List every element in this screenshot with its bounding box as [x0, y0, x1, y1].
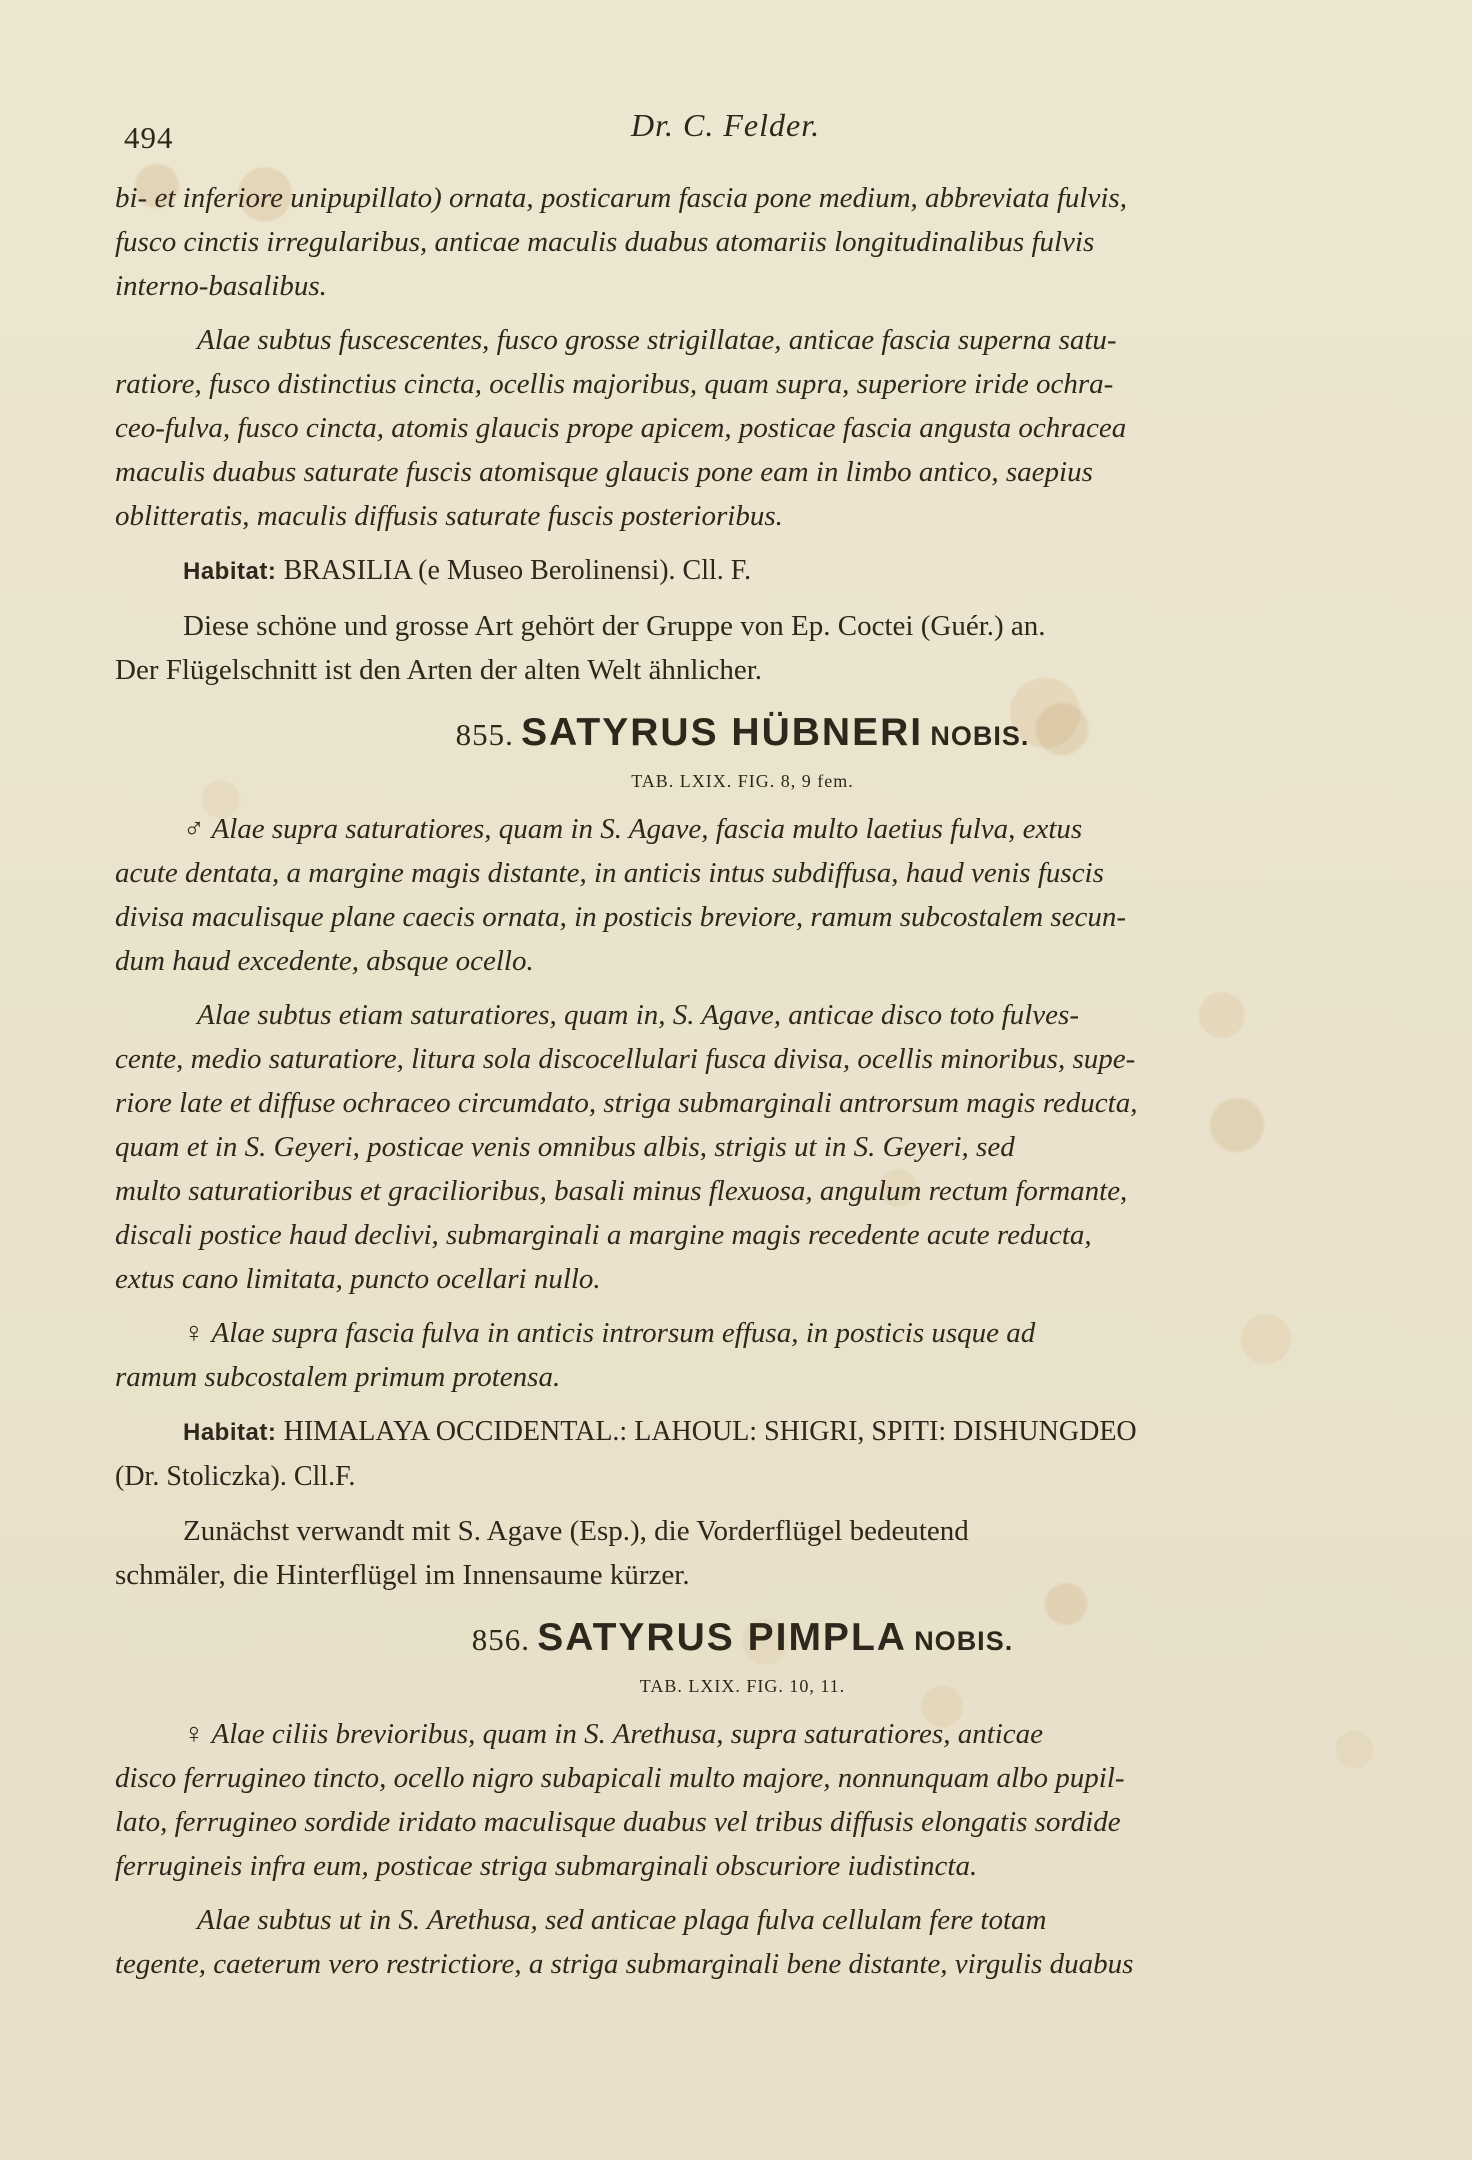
species-author: NOBIS. — [930, 721, 1030, 751]
text-line: discali postice haud declivi, submarginali a margine magis recedente acute reducta, — [115, 1218, 1092, 1251]
paragraph-female-underside — [115, 1898, 1370, 1986]
paragraph-female-upperside — [115, 1311, 1370, 1399]
species-heading-855 — [115, 712, 1370, 755]
paragraph-remark — [115, 604, 1370, 692]
text-line: ♀ Alae supra fascia fulva in anticis introrsum effusa, in posticis usque ad — [183, 1316, 1036, 1349]
text-line: Der Flügelschnitt ist den Arten der alten Welt ähnlicher. — [115, 654, 763, 686]
running-head: Dr. C. Felder. — [631, 107, 821, 143]
text-line: dum haud excedente, absque ocello. — [115, 944, 534, 977]
habitat-text: BRASILIA (e Museo Berolinensi). Cll. F. — [283, 555, 752, 586]
text-line: ceo-fulva, fusco cincta, atomis glaucis prope apicem, posticae fascia angusta ochracea — [115, 412, 1127, 444]
text-line: schmäler, die Hinterflügel im Innensaume kürzer. — [115, 1558, 690, 1591]
plate-reference: TAB. LXIX. FIG. 10, 11. — [639, 1675, 846, 1696]
paragraph-underside-description — [115, 318, 1370, 538]
text-line: extus cano limitata, puncto ocellari nullo. — [115, 1262, 601, 1295]
page-content — [115, 176, 1370, 1986]
habitat-collector: (Dr. Stoliczka). Cll.F. — [115, 1460, 356, 1492]
habitat-line — [115, 548, 1370, 594]
paragraph-male-underside — [115, 993, 1370, 1301]
text-line: quam et in S. Geyeri, posticae venis omnibus albis, strigis ut in S. Geyeri, sed — [115, 1130, 1015, 1163]
text-line: ♂ Alae supra saturatiores, quam in S. Agave, fascia multo laetius fulva, extus — [183, 812, 1083, 845]
text-line: fusco cinctis irregularibus, anticae maculis duabus atomariis longitudinalibus fulvis — [115, 226, 1095, 258]
text-line: maculis duabus saturate fuscis atomisque glaucis pone eam in limbo antico, saepius — [115, 456, 1093, 488]
text-line: multo saturatioribus et gracilioribus, basali minus flexuosa, angulum rectum formante, — [115, 1174, 1128, 1207]
paragraph-male-upperside — [115, 807, 1370, 983]
text-line: Alae subtus ut in S. Arethusa, sed anticae plaga fulva cellulam fere totam — [197, 1903, 1047, 1936]
text-line: Alae subtus fuscescentes, fusco grosse strigillatae, anticae fascia superna satu- — [197, 324, 1117, 356]
habitat-line — [115, 1409, 1370, 1455]
paragraph-affinity — [115, 1509, 1370, 1597]
text-line: tegente, caeterum vero restrictiore, a striga submarginali bene distante, virgulis duabus — [115, 1947, 1134, 1980]
species-heading-856 — [115, 1617, 1370, 1660]
text-line: riore late et diffuse ochraceo circumdato, striga submarginali antrorsum magis reducta, — [115, 1086, 1138, 1119]
text-line: cente, medio saturatiore, litura sola discocellulari fusca divisa, ocellis minoribus, supe- — [115, 1042, 1136, 1075]
habitat-text: HIMALAYA OCCIDENTAL.: LAHOUL: SHIGRI, SPITI: DISHUNGDEO — [283, 1415, 1137, 1447]
species-number: 855. — [455, 717, 514, 752]
species-name: SATYRUS PIMPLA — [537, 1615, 907, 1659]
paragraph-female-description — [115, 1712, 1370, 1888]
text-line: ♀ Alae ciliis brevioribus, quam in S. Arethusa, supra saturatiores, anticae — [183, 1717, 1044, 1750]
habitat-label: Habitat: — [183, 558, 277, 585]
text-line: ramum subcostalem primum protensa. — [115, 1360, 561, 1393]
text-line: acute dentata, a margine magis distante, in anticis intus subdiffusa, haud venis fuscis — [115, 856, 1104, 889]
text-line: divisa maculisque plane caecis ornata, in posticis breviore, ramum subcostalem secun- — [115, 900, 1127, 933]
text-line: ferrugineis infra eum, posticae striga submarginali obscuriore iudistincta. — [115, 1849, 978, 1882]
text-line: bi- et inferiore unipupillato) ornata, posticarum fascia pone medium, abbreviata fulvis, — [115, 182, 1127, 214]
plate-reference: TAB. LXIX. FIG. 8, 9 fem. — [631, 770, 854, 791]
text-line: lato, ferrugineo sordide iridato maculisque duabus vel tribus diffusis elongatis sordide — [115, 1805, 1121, 1838]
paragraph-description-continued — [115, 176, 1370, 308]
species-name: SATYRUS HÜBNERI — [521, 711, 924, 754]
text-line: interno-basalibus. — [115, 270, 327, 302]
species-author: NOBIS. — [914, 1625, 1014, 1656]
text-line: disco ferrugineo tincto, ocello nigro subapicali multo majore, nonnunquam albo pupil- — [115, 1761, 1125, 1794]
text-line: Diese schöne und grosse Art gehört der Gruppe von Ep. Coctei (Guér.) an. — [183, 610, 1046, 642]
text-line: ratiore, fusco distinctius cincta, ocellis majoribus, quam supra, superiore iride ochra- — [115, 368, 1114, 400]
habitat-block — [115, 1409, 1370, 1499]
species-number: 856. — [471, 1621, 531, 1657]
text-line: Zunächst verwandt mit S. Agave (Esp.), die Vorderflügel bedeutend — [183, 1514, 969, 1547]
page-number: 494 — [124, 120, 174, 155]
text-line: oblitteratis, maculis diffusis saturate fuscis posterioribus. — [115, 500, 783, 532]
text-line: Alae subtus etiam saturatiores, quam in, S. Agave, anticae disco toto fulves- — [197, 998, 1079, 1031]
habitat-label: Habitat: — [183, 1418, 277, 1446]
page-header — [124, 104, 1352, 155]
